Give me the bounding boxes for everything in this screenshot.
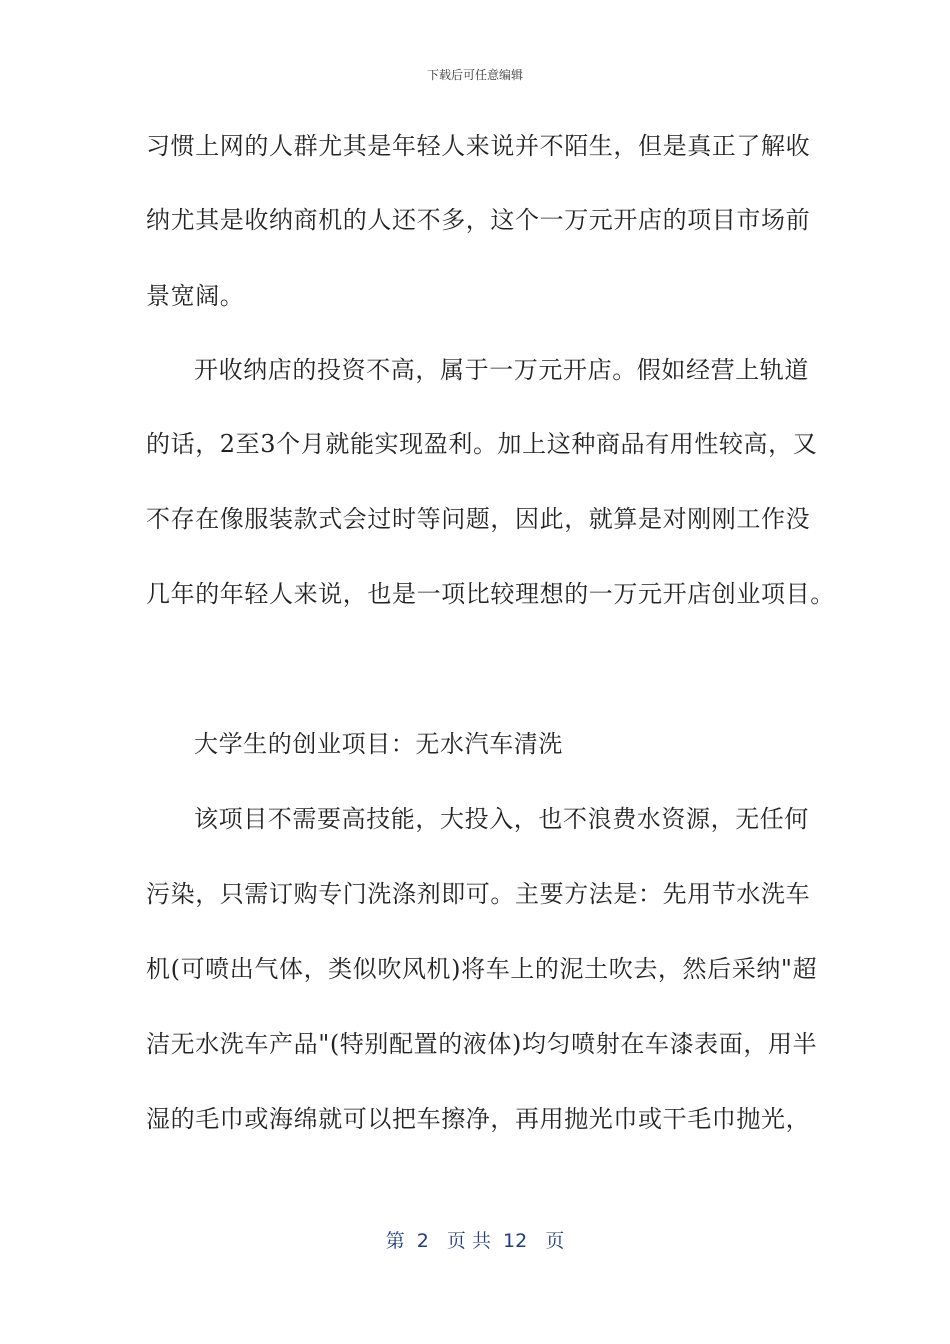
text-line-11: 机(可喷出气体，类似吹风机)将车上的泥土吹去，然后采纳"超 [146, 955, 818, 983]
text-line-4: 开收纳店的投资不高，属于一万元开店。假如经营上轨道 [194, 356, 809, 384]
text-line-2: 纳尤其是收纳商机的人还不多，这个一万元开店的项目市场前 [146, 206, 811, 234]
text-line-3: 景宽阔。 [146, 282, 245, 310]
text-line-1: 习惯上网的人群尤其是年轻人来说并不陌生，但是真正了解收 [146, 132, 811, 160]
text-line-10: 污染，只需订购专门洗涤剂即可。主要方法是：先用节水洗车 [146, 880, 811, 908]
text-line-6: 不存在像服装款式会过时等问题，因此，就算是对刚刚工作没 [146, 505, 811, 533]
text-line-9: 该项目不需要高技能，大投入，也不浪费水资源，无任何 [194, 805, 809, 833]
text-line-12: 洁无水洗车产品"(特别配置的液体)均匀喷射在车漆表面，用半 [146, 1030, 818, 1058]
text-line-5: 的话，2至3个月就能实现盈利。加上这种商品有用性较高，又 [146, 430, 818, 458]
text-line-13: 湿的毛巾或海绵就可以把车擦净，再用抛光巾或干毛巾抛光， [146, 1105, 811, 1133]
page-number-footer: 第 2 页 共 12 页 [385, 1230, 565, 1252]
section-heading: 大学生的创业项目：无水汽车清洗 [194, 730, 563, 758]
header-note: 下载后可任意编辑 [426, 68, 523, 82]
text-line-7: 几年的年轻人来说，也是一项比较理想的一万元开店创业项目。 [146, 580, 835, 608]
